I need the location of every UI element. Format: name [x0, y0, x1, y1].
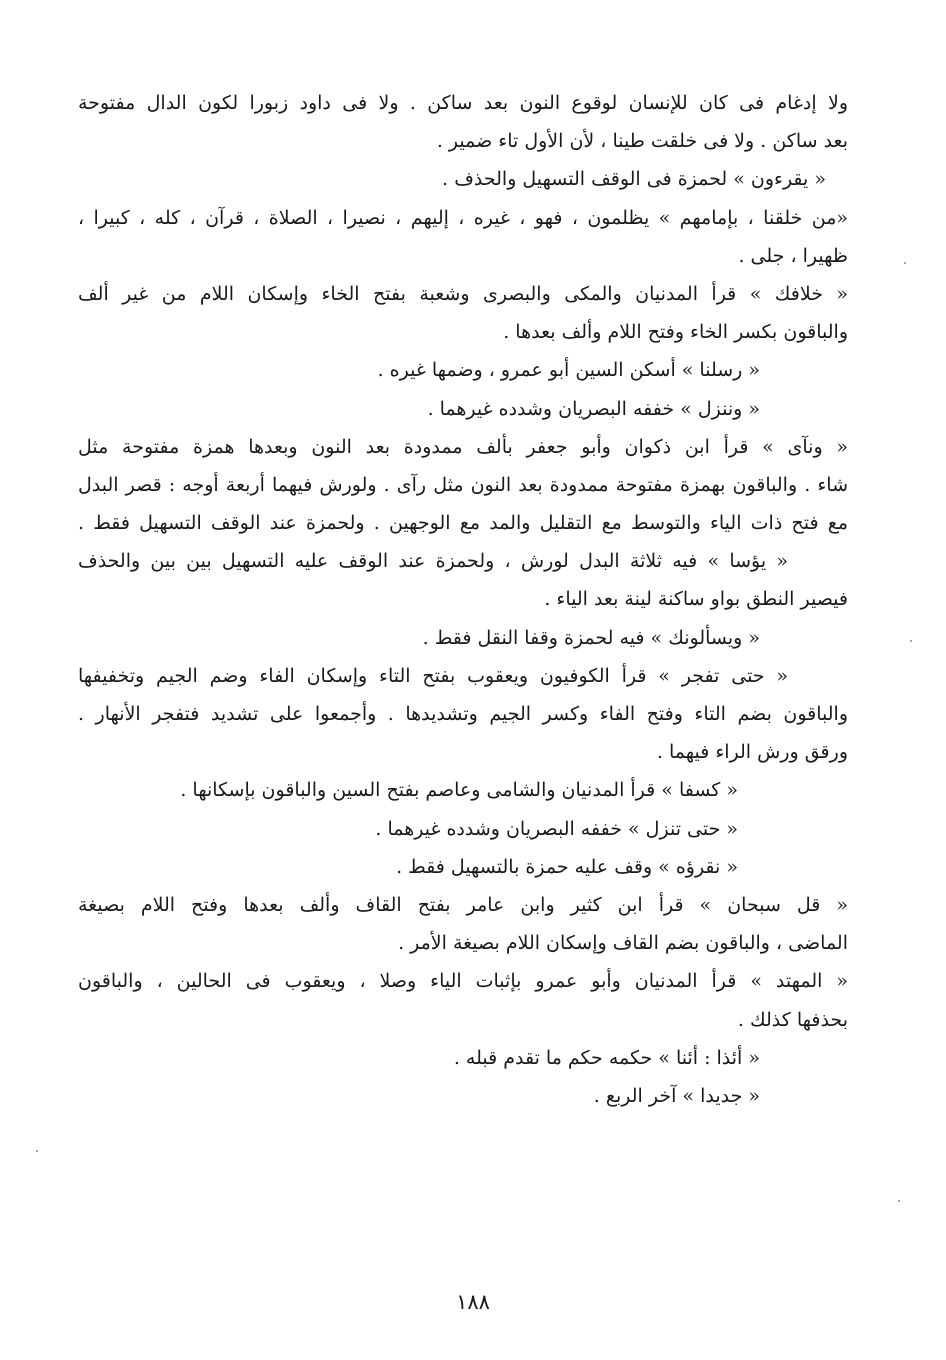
scan-speck: [904, 262, 906, 264]
text-line: شاء . والباقون بهمزة مفتوحة ممدودة بعد النون مثل رآى . ولورش فيهما أربعة أوجه : قصر البدل: [78, 473, 848, 496]
text-line: « حتى تفجر » قرأ الكوفيون ويعقوب بفتح التاء وإسكان الفاء وضم الجيم وتخفيفها: [78, 664, 788, 687]
text-line: « يقرءون » لحمزة فى الوقف التسهيل والحذف .: [442, 168, 826, 191]
text-line: « قل سبحان » قرأ ابن كثير وابن عامر بفتح القاف وألف بعدها وفتح اللام بصيغة: [78, 893, 848, 916]
text-line: « المهتد » قرأ المدنيان وأبو عمرو بإثبات الياء وصلا ، ويعقوب فى الحالين ، والباقون: [78, 970, 848, 993]
text-line: والباقون بكسر الخاء وفتح اللام وألف بعدها .: [503, 321, 848, 344]
text-line: الماضى ، والباقون بضم القاف وإسكان اللام بصيغة الأمر .: [398, 932, 848, 955]
text-line: « جديدا » آخر الربع .: [593, 1084, 760, 1107]
text-line: فيصير النطق بواو ساكنة لينة بعد الياء .: [544, 588, 848, 611]
text-line: « نقرؤه » وقف عليه حمزة بالتسهيل فقط .: [396, 855, 738, 878]
text-line: « كسفا » قرأ المدنيان والشامى وعاصم بفتح السين والباقون بإسكانها .: [180, 779, 738, 802]
scan-speck: [36, 1150, 38, 1152]
text-line: «من خلقنا ، بإمامهم » يظلمون ، فهو ، غيره ، إليهم ، نصيرا ، الصلاة ، قرآن ، كله ، كبيرا ،: [78, 206, 848, 229]
text-line: والباقون بضم التاء وفتح الفاء وكسر الجيم وتشديدها . وأجمعوا على تشديد فتفجر الأنهار .: [78, 703, 848, 725]
text-line: « ويسألونك » فيه لحمزة وقفا النقل فقط .: [422, 626, 760, 649]
text-line: « وننزل » خففه البصريان وشدده غيرهما .: [427, 397, 760, 420]
text-line: « ونآى » قرأ ابن ذكوان وأبو جعفر بألف ممدودة بعد النون وبعدها همزة مفتوحة مثل: [78, 435, 848, 458]
text-line: ورقق ورش الراء فيهما .: [656, 741, 848, 764]
text-line: ولا إدغام فى كان للإنسان لوقوع النون بعد ساكن . ولا فى داود زبورا لكون الدال مفتوحة: [78, 92, 848, 114]
text-line: « خلافك » قرأ المدنيان والمكى والبصرى وشعبة بفتح الخاء وإسكان اللام من غير ألف: [78, 282, 848, 305]
scan-speck: [898, 1200, 900, 1202]
text-line: « حتى تنزل » خففه البصريان وشدده غيرهما .: [375, 817, 738, 840]
scan-speck: [910, 640, 912, 642]
page-number: ١٨٨: [456, 1290, 490, 1314]
text-line: « يؤسا » فيه ثلاثة البدل لورش ، ولحمزة عند الوقف عليه التسهيل بين بين والحذف: [78, 550, 788, 573]
text-line: ظهيرا ، جلى .: [738, 244, 848, 267]
text-line: « أئذا : أئنا » حكمه حكم ما تقدم قبله .: [453, 1046, 760, 1069]
text-line: بعد ساكن . ولا فى خلقت طينا ، لأن الأول تاء ضمير .: [436, 130, 848, 153]
text-line: « رسلنا » أسكن السين أبو عمرو ، وضمها غيره .: [377, 359, 760, 382]
text-line: بحذفها كذلك .: [737, 1008, 848, 1031]
text-line: مع فتح ذات الياء والتوسط مع التقليل والمد مع الوجهين . ولحمزة عند الوقف التسهيل فقط .: [78, 512, 848, 535]
page-body-text: [78, 84, 848, 1115]
